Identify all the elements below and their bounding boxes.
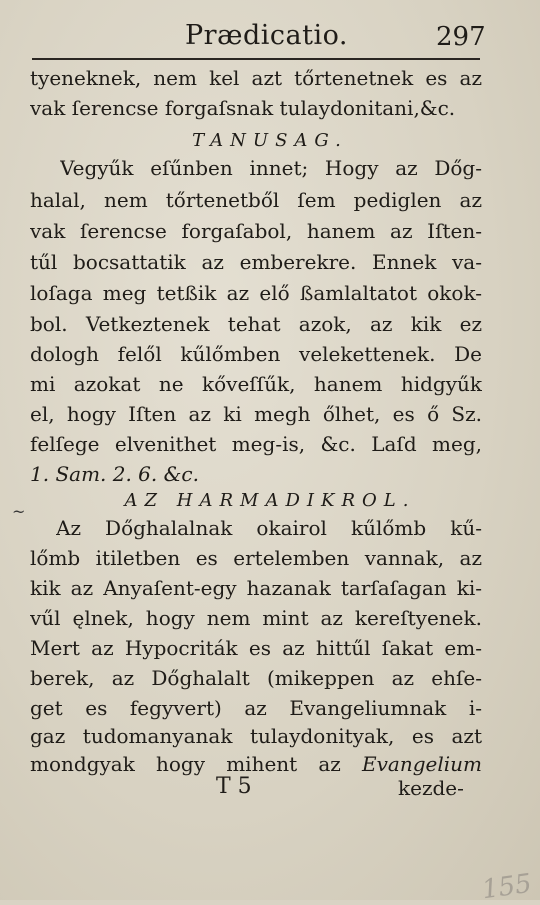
text-line: vak ſerencse forgaſabol, hanem az Iſten- — [30, 219, 482, 243]
running-title: Prædicatio. — [185, 20, 348, 51]
text-line: bol. Vetkeztenek tehat azok, az kik ez — [30, 312, 482, 336]
reference-text: 1. Sam. 2. 6. &c. — [30, 462, 199, 486]
text-line: dologh felől kűlőmben velekettenek. De — [30, 342, 482, 366]
text-line: berek, az Dőghalalt (mikeppen az ehſe- — [30, 666, 482, 690]
text-line: el, hogy Iſten az ki megh őlhet, es ő Sz. — [30, 402, 482, 426]
text-line: vűl ęlnek, hogy nem mint az kereſtyenek. — [30, 606, 482, 630]
text-line-final — [30, 750, 482, 778]
text-line: loſaga meg tetßik az elő ßamlaltatot okok- — [30, 281, 482, 305]
section-heading-tanusag: TANUSAG. — [192, 130, 348, 151]
text-line: gaz tudomanyanak tulaydonityak, es azt — [30, 724, 482, 748]
section-heading-harmadik: AZ HARMADIKROL. — [124, 490, 416, 511]
text-line: tűl bocsattatik az emberekre. Ennek va- — [30, 250, 482, 274]
text-line: Vegyűk eſűnben innet; Hogy az Dőg- — [60, 156, 482, 180]
text-line: get es fegyvert) az Evangeliumnak i- — [30, 696, 482, 720]
text-line: felſege elvenithet meg-is, &c. Laſd meg, — [30, 432, 482, 456]
italic-word: Evangelium — [362, 752, 482, 776]
catchword: kezde- — [398, 776, 464, 800]
pencil-annotation: 155 — [480, 868, 534, 905]
text-line: mi azokat ne kőveſſűk, hanem hidgyűk — [30, 372, 482, 396]
text-line: Mert az Hypocriták es az hittűl ſakat em- — [30, 636, 482, 660]
text-line: lőmb itiletben es ertelemben vannak, az — [30, 546, 482, 570]
text-line: kik az Anyaſent-egy hazanak tarſaſagan ki- — [30, 576, 482, 600]
text-line: tyeneknek, nem kel azt tőrtenetnek es az — [30, 66, 482, 90]
text-line: Az Dőghalalnak okairol kűlőmb kű- — [56, 516, 482, 540]
page-header — [0, 20, 540, 56]
page-number: 297 — [436, 22, 486, 52]
text-line: halal, nem tőrtenetből ſem pediglen az — [30, 188, 482, 212]
scripture-reference — [30, 460, 482, 488]
final-line-text: mondgyak hogy mihent az — [30, 752, 341, 776]
header-rule — [32, 58, 480, 60]
text-line: vak ſerencse forgaſsnak tulaydonitani,&c. — [30, 96, 456, 120]
signature-mark: T 5 — [216, 774, 252, 799]
margin-mark: ~ — [12, 502, 26, 521]
